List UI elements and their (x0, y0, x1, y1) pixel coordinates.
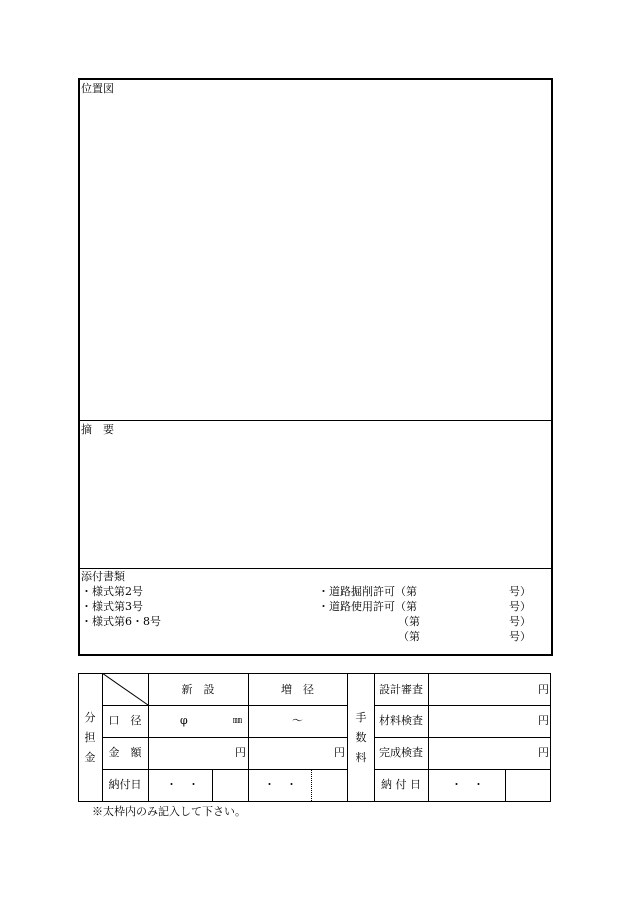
attachment-right-suffix: 号） (509, 630, 531, 643)
date-dots: ・ ・ (451, 778, 484, 791)
completion-inspection-label: 完成検査 (379, 746, 423, 759)
diagonal-line (102, 673, 149, 706)
yen-unit: 円 (235, 746, 246, 759)
yen-unit: 円 (538, 683, 549, 696)
col-line (212, 769, 213, 801)
fee-label-char: 手 (355, 711, 367, 724)
row-line (102, 737, 347, 738)
divider-map (80, 420, 551, 421)
date-dots: ・ ・ (264, 778, 297, 791)
summary-label: 摘 要 (81, 423, 114, 436)
yen-unit: 円 (334, 746, 345, 759)
mm-unit: ㎜ (233, 716, 243, 726)
row-line (374, 705, 550, 706)
share-label-char: 分 (84, 711, 96, 724)
attachment-right-suffix: 号） (509, 615, 531, 628)
row-pay-date-label: 納付日 (108, 778, 142, 791)
yen-unit: 円 (538, 746, 549, 759)
location-map-label: 位置図 (81, 82, 114, 95)
attachment-right-suffix: 号） (509, 585, 531, 598)
tilde-symbol: ～ (292, 714, 303, 727)
fee-label-char: 数 (355, 731, 367, 744)
attachment-item: ・様式第3号 (81, 600, 143, 613)
col-line (505, 769, 506, 801)
share-label-char: 金 (84, 751, 96, 764)
form-frame (78, 78, 553, 656)
fee-table (78, 673, 551, 802)
design-review-label: 設計審査 (379, 683, 423, 696)
share-label-char: 担 (84, 731, 96, 744)
material-inspection-label: 材料検査 (379, 714, 423, 727)
attachment-right-label: ・道路使用許可（第 (318, 600, 417, 613)
col-new-header: 新 設 (181, 683, 215, 696)
dotted-line (311, 769, 312, 801)
attachments-label: 添付書類 (81, 570, 125, 583)
attachment-right-label: （第 (398, 615, 420, 628)
row-line (374, 737, 550, 738)
row-line (374, 769, 550, 770)
date-dots: ・ ・ (166, 778, 199, 791)
attachment-right-suffix: 号） (509, 600, 531, 613)
footnote: ※太枠内のみ記入して下さい。 (92, 805, 246, 818)
phi-symbol: φ (180, 714, 188, 727)
pay-date-label: 納 付 日 (381, 778, 421, 791)
attachment-item: ・様式第6・8号 (81, 615, 161, 628)
yen-unit: 円 (538, 714, 549, 727)
col-increase-header: 増 径 (281, 683, 314, 696)
attachment-item: ・様式第2号 (81, 585, 143, 598)
row-diameter-label: 口 径 (108, 714, 142, 727)
attachment-right-label: （第 (398, 630, 420, 643)
divider-summary (80, 568, 551, 569)
attachment-right-label: ・道路掘削許可（第 (318, 585, 417, 598)
fee-label-char: 料 (355, 751, 367, 764)
col-line (428, 673, 429, 801)
row-amount-label: 金 額 (108, 746, 142, 759)
